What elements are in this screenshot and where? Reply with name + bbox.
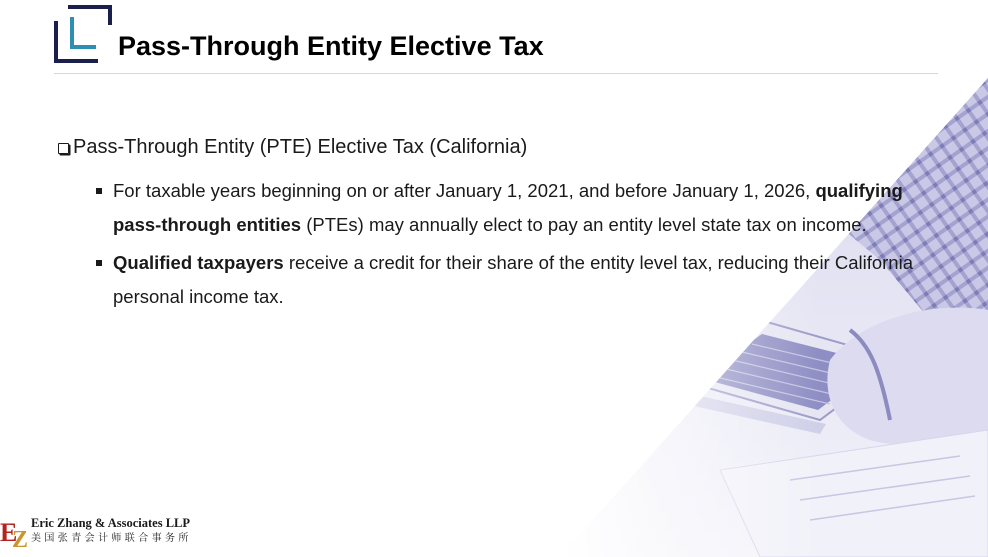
checkbox-square-icon [58, 143, 69, 154]
bullet-text-post: receive a credit for their share of the entity level tax, reducing their California personal income tax. [113, 252, 913, 307]
section-heading [58, 132, 938, 162]
bullet-item [58, 246, 933, 314]
ez-monogram-icon [0, 515, 30, 549]
slide-title: Pass-Through Entity Elective Tax [118, 31, 544, 61]
bullet-text-pre: For taxable years beginning on or after January 1, 2021, and before January 1, 2026, [113, 180, 816, 201]
bullet-text-bold: Qualified taxpayers [113, 252, 284, 273]
firm-name-chinese: 美国张青会计师联合事务所 [31, 533, 192, 544]
firm-name: Eric Zhang & Associates LLP [31, 516, 191, 530]
bullet-item [58, 174, 933, 242]
bullet-text-post: (PTEs) may annually elect to pay an entity level state tax on income. [301, 214, 867, 235]
square-bullet-icon [96, 260, 102, 266]
slide-body [58, 132, 938, 318]
svg-text:E: E [0, 518, 18, 547]
bullet-text-bold: qualifying pass-through entities [113, 180, 903, 235]
section-heading-text: Pass-Through Entity (PTE) Elective Tax (California) [73, 136, 528, 158]
square-bullet-icon [96, 188, 102, 194]
header-divider [54, 73, 938, 74]
bullet-list [58, 174, 938, 314]
bracket-logo-icon [52, 3, 114, 65]
svg-text:Z: Z [12, 527, 29, 549]
firm-logo [0, 513, 230, 553]
